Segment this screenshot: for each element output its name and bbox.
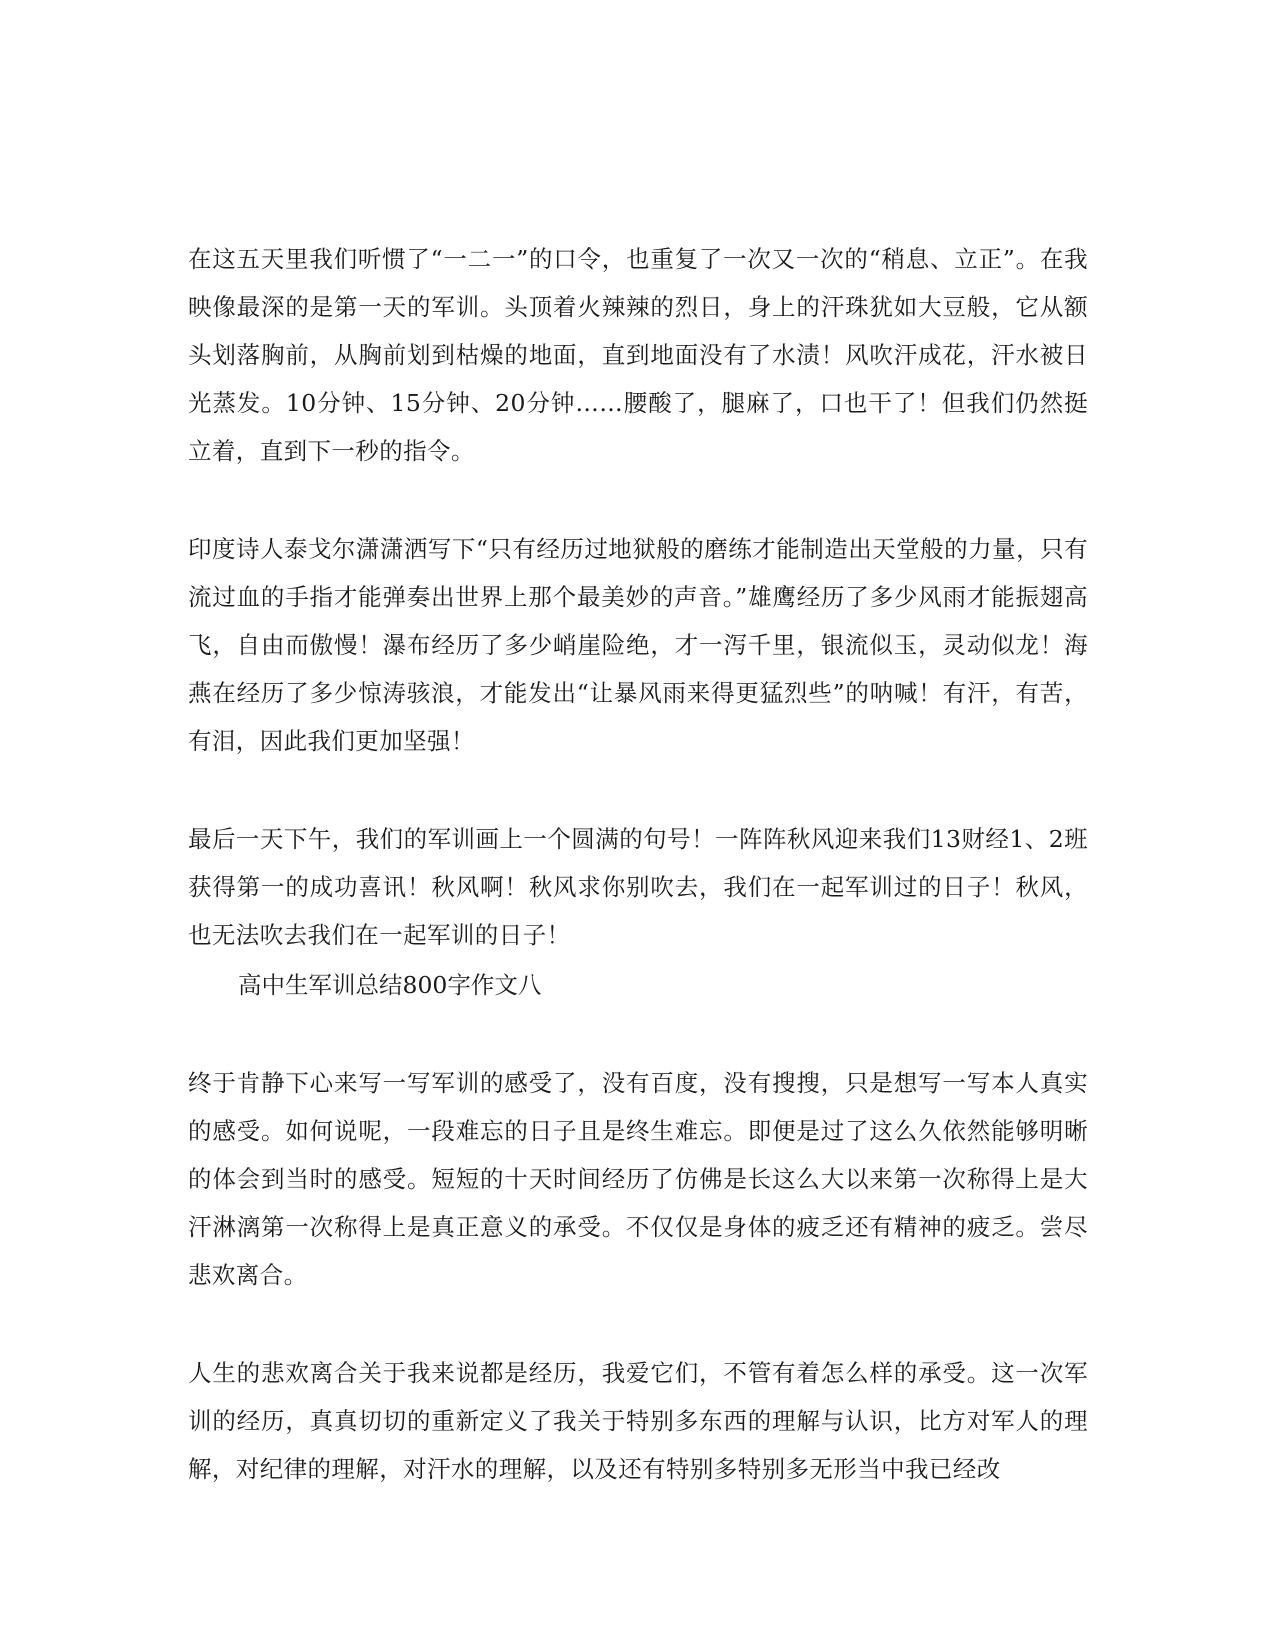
paragraph-3: 最后一天下午，我们的军训画上一个圆满的句号！一阵阵秋风迎来我们13财经1、2班获得第一的成功喜讯！秋风啊！秋风求你别吹去，我们在一起军训过的日子！秋风，也无法吹去我们在一起军训的日子！ — [188, 825, 1088, 949]
paragraph-5: 人生的悲欢离合关于我来说都是经历，我爱它们，不管有着怎么样的承受。这一次军训的经历，真真切切的重新定义了我关于特别多东西的理解与认识，比方对军人的理解，对纪律的理解，对汗水的理解，以及还有特别多特别多无形当中我已经改 — [188, 1359, 1088, 1483]
paragraph-2: 印度诗人泰戈尔潇潇洒写下“只有经历过地狱般的磨练才能制造出天堂般的力量，只有流过血的手指才能弹奏出世界上那个最美妙的声音。”雄鹰经历了多少风雨才能振翅高飞，自由而傲慢！瀑布经历了多少峭崖险绝，才一泻千里，银流似玉，灵动似龙！海燕在经历了多少惊涛骇浪，才能发出“让暴风雨来得更猛烈些”的呐喊！有汗，有苦，有泪，因此我们更加坚强！ — [188, 535, 1088, 755]
section-heading: 高中生军训总结800字作文八 — [238, 971, 542, 999]
paragraph-4: 终于肯静下心来写一写军训的感受了，没有百度，没有搜搜，只是想写一写本人真实的感受。如何说呢，一段难忘的日子且是终生难忘。即便是过了这么久依然能够明晰的体会到当时的感受。短短的十天时间经历了仿佛是长这么大以来第一次称得上是大汗淋漓第一次称得上是真正意义的承受。不仅仅是身体的疲乏还有精神的疲乏。尝尽悲欢离合。 — [188, 1069, 1088, 1289]
document-body — [188, 235, 1088, 1493]
paragraph-1: 在这五天里我们听惯了“一二一”的口令，也重复了一次又一次的“稍息、立正”。在我映像最深的是第一天的军训。头顶着火辣辣的烈日，身上的汗珠犹如大豆般，它从额头划落胸前，从胸前划到枯燥的地面，直到地面没有了水渍！风吹汗成花，汗水被日光蒸发。10分钟、15分钟、20分钟……腰酸了，腿麻了，口也干了！但我们仍然挺立着，直到下一秒的指令。 — [188, 245, 1088, 465]
